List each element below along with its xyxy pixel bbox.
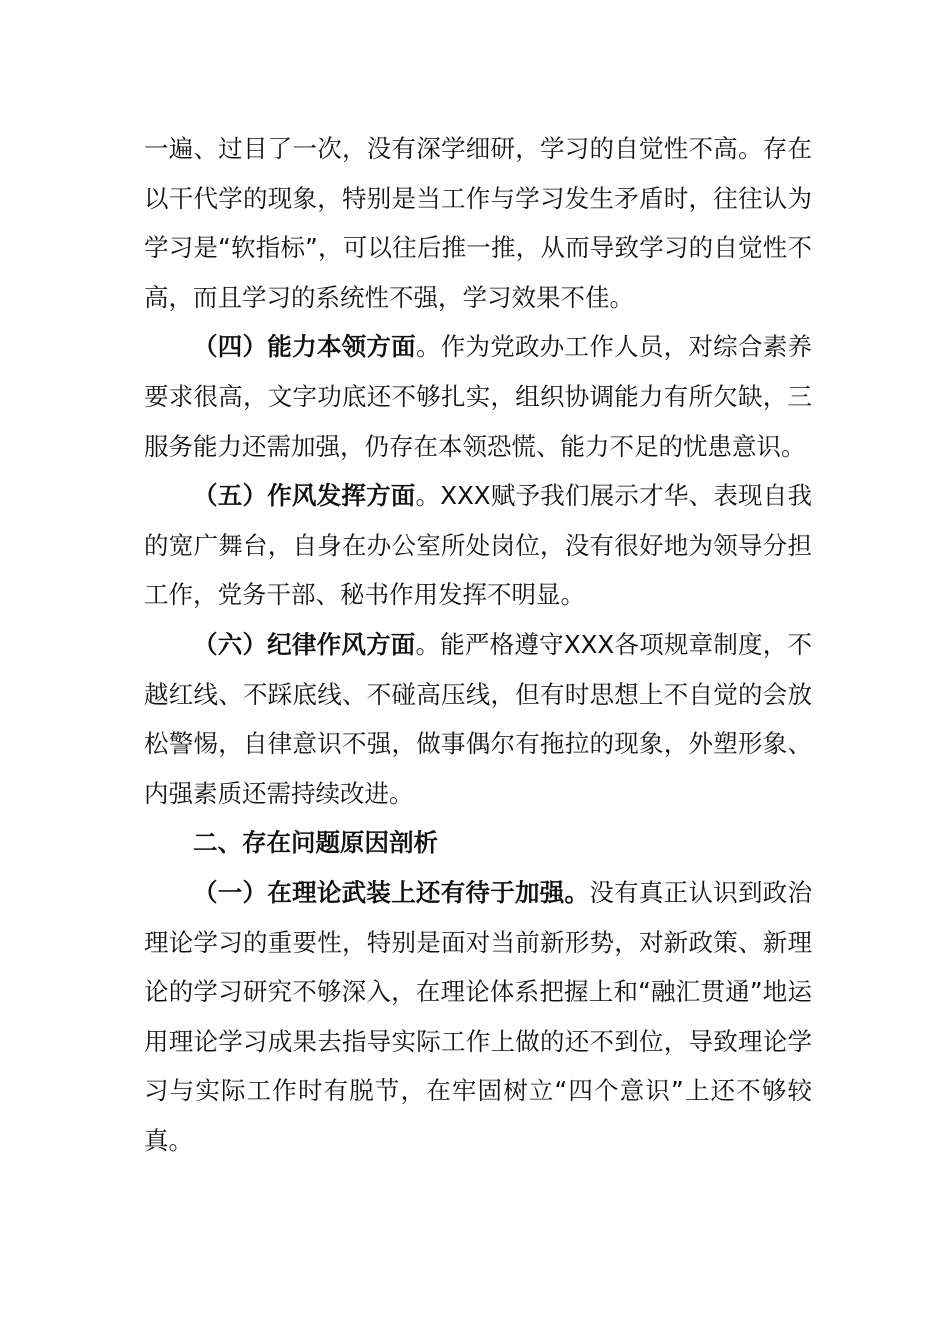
section-heading xyxy=(144,818,812,868)
paragraph-discipline xyxy=(144,620,812,818)
paragraph-style xyxy=(144,471,812,620)
paragraph-text: 。XXX赋予我们展示才华、表现自我的宽广舞台，自身在办公室所处岗位，没有很好地为领导分担工作，党务干部、秘书作用发挥不明显。 xyxy=(144,481,812,610)
paragraph-continuation xyxy=(144,124,812,322)
paragraph-ability xyxy=(144,322,812,471)
paragraph-theory xyxy=(144,868,812,1166)
paragraph-text: 一遍、过目了一次，没有深学细研，学习的自觉性不高。存在以干代学的现象，特别是当工作与学习发生矛盾时，往往认为学习是“软指标”，可以往后推一推，从而导致学习的自觉性不高，而且学习的系统性不强，学习效果不佳。 xyxy=(144,134,812,312)
paragraph-lead: （一）在理论武装上还有待于加强。 xyxy=(193,877,590,907)
paragraph-lead: （五）作风发挥方面 xyxy=(193,481,416,511)
paragraph-lead: （四）能力本领方面 xyxy=(193,332,416,362)
document-body xyxy=(144,124,812,1165)
paragraph-text: 。能严格遵守XXX各项规章制度，不越红线、不踩底线、不碰高压线，但有时思想上不自觉的会放松警惕，自律意识不强，做事偶尔有拖拉的现象，外塑形象、内强素质还需持续改进。 xyxy=(144,629,812,808)
paragraph-lead: （六）纪律作风方面 xyxy=(193,629,416,659)
paragraph-text: 。作为党政办工作人员，对综合素养要求很高，文字功底还不够扎实，组织协调能力有所欠缺，三服务能力还需加强，仍存在本领恐慌、能力不足的忧患意识。 xyxy=(144,332,812,461)
paragraph-text: 没有真正认识到政治理论学习的重要性，特别是面对当前新形势，对新政策、新理论的学习研究不够深入，在理论体系把握上和“融汇贯通”地运用理论学习成果去指导实际工作上做的还不到位，导致理论学习与实际工作时有脱节，在牢固树立“四个意识”上还不够较真。 xyxy=(144,877,813,1155)
section-heading-text: 二、存在问题原因剖析 xyxy=(193,828,438,858)
